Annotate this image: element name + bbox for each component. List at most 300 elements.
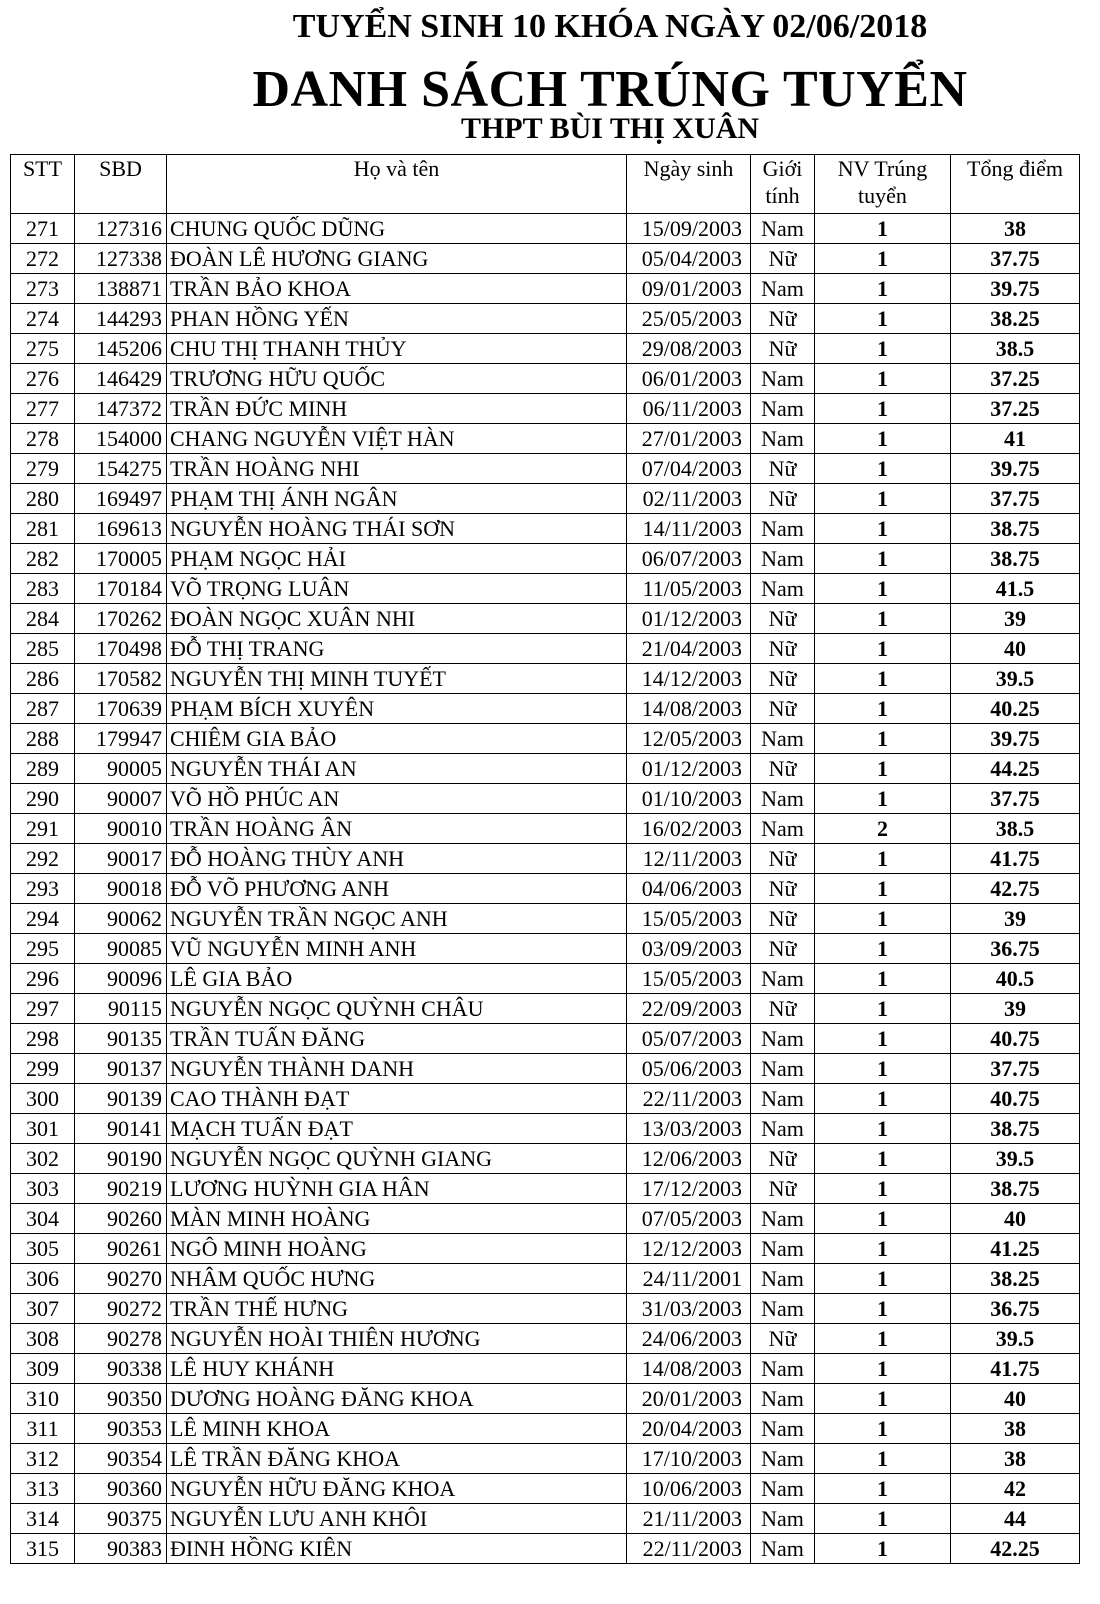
- cell-score: 38.5: [951, 814, 1080, 844]
- cell-gender: Nữ: [751, 874, 815, 904]
- cell-sbd: 90383: [75, 1534, 167, 1564]
- cell-dob: 12/05/2003: [627, 724, 751, 754]
- cell-score: 42.75: [951, 874, 1080, 904]
- cell-sbd: 90139: [75, 1084, 167, 1114]
- cell-choice: 1: [815, 964, 951, 994]
- cell-name: NGÔ MINH HOÀNG: [167, 1234, 627, 1264]
- cell-sbd: 145206: [75, 334, 167, 364]
- cell-name: LÊ TRẦN ĐĂNG KHOA: [167, 1444, 627, 1474]
- cell-dob: 20/04/2003: [627, 1414, 751, 1444]
- cell-score: 38.5: [951, 334, 1080, 364]
- table-row: [11, 1324, 1080, 1354]
- column-header-score: Tổng điểm: [951, 155, 1080, 214]
- cell-gender: Nam: [751, 1474, 815, 1504]
- column-header-gender: Giới tính: [751, 155, 815, 214]
- cell-score: 41: [951, 424, 1080, 454]
- cell-gender: Nam: [751, 1204, 815, 1234]
- cell-score: 40.25: [951, 694, 1080, 724]
- cell-stt: 295: [11, 934, 75, 964]
- cell-name: NGUYỄN TRẦN NGỌC ANH: [167, 904, 627, 934]
- cell-dob: 02/11/2003: [627, 484, 751, 514]
- table-row: [11, 1144, 1080, 1174]
- column-header-name: Họ và tên: [167, 155, 627, 214]
- cell-name: NGUYỄN THÁI AN: [167, 754, 627, 784]
- table-row: [11, 514, 1080, 544]
- cell-score: 42.25: [951, 1534, 1080, 1564]
- table-row: [11, 1054, 1080, 1084]
- cell-sbd: 170639: [75, 694, 167, 724]
- cell-choice: 1: [815, 1384, 951, 1414]
- cell-dob: 12/12/2003: [627, 1234, 751, 1264]
- cell-stt: 275: [11, 334, 75, 364]
- cell-dob: 05/07/2003: [627, 1024, 751, 1054]
- table-row: [11, 1534, 1080, 1564]
- cell-name: DƯƠNG HOÀNG ĐĂNG KHOA: [167, 1384, 627, 1414]
- cell-name: TRẦN THẾ HƯNG: [167, 1294, 627, 1324]
- cell-dob: 17/12/2003: [627, 1174, 751, 1204]
- cell-sbd: 90018: [75, 874, 167, 904]
- table-header-row: [11, 155, 1080, 214]
- cell-name: PHẠM NGỌC HẢI: [167, 544, 627, 574]
- cell-name: NGUYỄN LƯU ANH KHÔI: [167, 1504, 627, 1534]
- cell-score: 40.75: [951, 1024, 1080, 1054]
- cell-gender: Nam: [751, 274, 815, 304]
- column-header-stt: STT: [11, 155, 75, 214]
- table-row: [11, 214, 1080, 244]
- cell-sbd: 170262: [75, 604, 167, 634]
- cell-stt: 291: [11, 814, 75, 844]
- column-header-sbd: SBD: [75, 155, 167, 214]
- cell-name: NGUYỄN HOÀI THIÊN HƯƠNG: [167, 1324, 627, 1354]
- table-row: [11, 664, 1080, 694]
- cell-stt: 277: [11, 394, 75, 424]
- cell-choice: 1: [815, 1324, 951, 1354]
- cell-score: 36.75: [951, 1294, 1080, 1324]
- cell-score: 37.25: [951, 364, 1080, 394]
- cell-dob: 12/11/2003: [627, 844, 751, 874]
- cell-dob: 01/10/2003: [627, 784, 751, 814]
- cell-sbd: 90005: [75, 754, 167, 784]
- cell-name: TRƯƠNG HỮU QUỐC: [167, 364, 627, 394]
- cell-stt: 310: [11, 1384, 75, 1414]
- cell-choice: 1: [815, 1504, 951, 1534]
- cell-dob: 06/11/2003: [627, 394, 751, 424]
- cell-gender: Nam: [751, 724, 815, 754]
- cell-stt: 292: [11, 844, 75, 874]
- cell-score: 39.5: [951, 664, 1080, 694]
- cell-dob: 22/11/2003: [627, 1084, 751, 1114]
- cell-score: 40: [951, 1204, 1080, 1234]
- cell-stt: 312: [11, 1444, 75, 1474]
- cell-choice: 1: [815, 244, 951, 274]
- cell-gender: Nam: [751, 514, 815, 544]
- table-row: [11, 1084, 1080, 1114]
- cell-sbd: 90190: [75, 1144, 167, 1174]
- cell-gender: Nam: [751, 784, 815, 814]
- cell-score: 38.75: [951, 544, 1080, 574]
- cell-score: 39.75: [951, 274, 1080, 304]
- cell-gender: Nữ: [751, 304, 815, 334]
- cell-gender: Nam: [751, 1384, 815, 1414]
- cell-sbd: 90007: [75, 784, 167, 814]
- cell-gender: Nam: [751, 1114, 815, 1144]
- cell-name: ĐỖ HOÀNG THÙY ANH: [167, 844, 627, 874]
- cell-choice: 1: [815, 1204, 951, 1234]
- cell-choice: 1: [815, 1114, 951, 1144]
- cell-sbd: 170498: [75, 634, 167, 664]
- cell-gender: Nữ: [751, 934, 815, 964]
- cell-dob: 15/05/2003: [627, 904, 751, 934]
- cell-sbd: 127338: [75, 244, 167, 274]
- cell-choice: 1: [815, 694, 951, 724]
- cell-choice: 1: [815, 274, 951, 304]
- cell-name: TRẦN HOÀNG ÂN: [167, 814, 627, 844]
- cell-dob: 07/04/2003: [627, 454, 751, 484]
- cell-sbd: 90350: [75, 1384, 167, 1414]
- cell-name: CHU THỊ THANH THỦY: [167, 334, 627, 364]
- cell-choice: 1: [815, 1174, 951, 1204]
- cell-sbd: 138871: [75, 274, 167, 304]
- cell-stt: 308: [11, 1324, 75, 1354]
- cell-name: PHAN HỒNG YẾN: [167, 304, 627, 334]
- cell-dob: 16/02/2003: [627, 814, 751, 844]
- cell-gender: Nam: [751, 1504, 815, 1534]
- table-row: [11, 994, 1080, 1024]
- cell-dob: 03/09/2003: [627, 934, 751, 964]
- cell-name: MẠCH TUẤN ĐẠT: [167, 1114, 627, 1144]
- cell-stt: 307: [11, 1294, 75, 1324]
- cell-name: CHIÊM GIA BẢO: [167, 724, 627, 754]
- table-row: [11, 754, 1080, 784]
- cell-gender: Nam: [751, 1294, 815, 1324]
- cell-name: NGUYỄN THỊ MINH TUYẾT: [167, 664, 627, 694]
- table-row: [11, 694, 1080, 724]
- cell-dob: 01/12/2003: [627, 604, 751, 634]
- cell-stt: 302: [11, 1144, 75, 1174]
- cell-gender: Nữ: [751, 244, 815, 274]
- cell-gender: Nữ: [751, 664, 815, 694]
- cell-score: 40: [951, 634, 1080, 664]
- cell-dob: 21/04/2003: [627, 634, 751, 664]
- table-row: [11, 1504, 1080, 1534]
- table-row: [11, 424, 1080, 454]
- cell-sbd: 90096: [75, 964, 167, 994]
- cell-dob: 14/12/2003: [627, 664, 751, 694]
- cell-sbd: 90017: [75, 844, 167, 874]
- cell-dob: 27/01/2003: [627, 424, 751, 454]
- cell-name: VÕ TRỌNG LUÂN: [167, 574, 627, 604]
- cell-stt: 294: [11, 904, 75, 934]
- cell-dob: 14/08/2003: [627, 1354, 751, 1384]
- cell-score: 40: [951, 1384, 1080, 1414]
- cell-gender: Nữ: [751, 994, 815, 1024]
- cell-choice: 1: [815, 904, 951, 934]
- cell-sbd: 90137: [75, 1054, 167, 1084]
- page-title-exam: TUYỂN SINH 10 KHÓA NGÀY 02/06/2018: [292, 8, 928, 45]
- cell-name: VŨ NGUYỄN MINH ANH: [167, 934, 627, 964]
- cell-choice: 1: [815, 724, 951, 754]
- table-row: [11, 1414, 1080, 1444]
- cell-sbd: 170005: [75, 544, 167, 574]
- table-row: [11, 634, 1080, 664]
- cell-score: 38: [951, 1444, 1080, 1474]
- cell-stt: 305: [11, 1234, 75, 1264]
- cell-score: 41.25: [951, 1234, 1080, 1264]
- cell-stt: 289: [11, 754, 75, 784]
- table-row: [11, 1474, 1080, 1504]
- cell-score: 41.5: [951, 574, 1080, 604]
- cell-choice: 1: [815, 454, 951, 484]
- cell-choice: 1: [815, 604, 951, 634]
- column-header-choice: NV Trúng tuyển: [815, 155, 951, 214]
- cell-stt: 296: [11, 964, 75, 994]
- cell-stt: 290: [11, 784, 75, 814]
- cell-choice: 1: [815, 874, 951, 904]
- cell-score: 38: [951, 1414, 1080, 1444]
- cell-dob: 24/11/2001: [627, 1264, 751, 1294]
- cell-score: 38.25: [951, 1264, 1080, 1294]
- table-row: [11, 1234, 1080, 1264]
- table-row: [11, 1444, 1080, 1474]
- cell-dob: 06/01/2003: [627, 364, 751, 394]
- table-row: [11, 1264, 1080, 1294]
- cell-choice: 1: [815, 1414, 951, 1444]
- cell-choice: 1: [815, 934, 951, 964]
- cell-name: ĐOÀN NGỌC XUÂN NHI: [167, 604, 627, 634]
- cell-dob: 10/06/2003: [627, 1474, 751, 1504]
- cell-gender: Nam: [751, 814, 815, 844]
- cell-dob: 05/06/2003: [627, 1054, 751, 1084]
- table-row: [11, 1174, 1080, 1204]
- cell-name: CHANG NGUYỄN VIỆT HÀN: [167, 424, 627, 454]
- cell-name: PHẠM THỊ ÁNH NGÂN: [167, 484, 627, 514]
- cell-sbd: 90010: [75, 814, 167, 844]
- cell-sbd: 154275: [75, 454, 167, 484]
- cell-stt: 309: [11, 1354, 75, 1384]
- cell-dob: 14/11/2003: [627, 514, 751, 544]
- table-row: [11, 904, 1080, 934]
- cell-gender: Nam: [751, 364, 815, 394]
- cell-dob: 12/06/2003: [627, 1144, 751, 1174]
- table-row: [11, 814, 1080, 844]
- cell-dob: 21/11/2003: [627, 1504, 751, 1534]
- cell-dob: 17/10/2003: [627, 1444, 751, 1474]
- cell-sbd: 90360: [75, 1474, 167, 1504]
- cell-stt: 287: [11, 694, 75, 724]
- cell-gender: Nữ: [751, 334, 815, 364]
- cell-gender: Nữ: [751, 1324, 815, 1354]
- cell-name: ĐINH HỒNG KIÊN: [167, 1534, 627, 1564]
- cell-score: 41.75: [951, 1354, 1080, 1384]
- table-row: [11, 484, 1080, 514]
- cell-score: 39: [951, 904, 1080, 934]
- cell-choice: 1: [815, 1294, 951, 1324]
- cell-name: MÀN MINH HOÀNG: [167, 1204, 627, 1234]
- cell-name: TRẦN TUẤN ĐĂNG: [167, 1024, 627, 1054]
- cell-sbd: 146429: [75, 364, 167, 394]
- cell-gender: Nam: [751, 574, 815, 604]
- cell-name: ĐỖ VÕ PHƯƠNG ANH: [167, 874, 627, 904]
- cell-score: 39.5: [951, 1144, 1080, 1174]
- cell-choice: 1: [815, 214, 951, 244]
- cell-sbd: 90261: [75, 1234, 167, 1264]
- cell-sbd: 169613: [75, 514, 167, 544]
- cell-stt: 288: [11, 724, 75, 754]
- cell-choice: 1: [815, 844, 951, 874]
- cell-dob: 01/12/2003: [627, 754, 751, 784]
- cell-gender: Nữ: [751, 1144, 815, 1174]
- cell-gender: Nam: [751, 424, 815, 454]
- cell-stt: 301: [11, 1114, 75, 1144]
- cell-dob: 13/03/2003: [627, 1114, 751, 1144]
- cell-dob: 11/05/2003: [627, 574, 751, 604]
- cell-dob: 20/01/2003: [627, 1384, 751, 1414]
- cell-gender: Nam: [751, 1354, 815, 1384]
- cell-dob: 25/05/2003: [627, 304, 751, 334]
- cell-score: 44: [951, 1504, 1080, 1534]
- cell-sbd: 90353: [75, 1414, 167, 1444]
- cell-name: PHẠM BÍCH XUYÊN: [167, 694, 627, 724]
- table-row: [11, 394, 1080, 424]
- cell-stt: 304: [11, 1204, 75, 1234]
- cell-stt: 285: [11, 634, 75, 664]
- cell-sbd: 90115: [75, 994, 167, 1024]
- table-row: [11, 844, 1080, 874]
- cell-choice: 1: [815, 1474, 951, 1504]
- cell-gender: Nam: [751, 1024, 815, 1054]
- cell-score: 37.75: [951, 1054, 1080, 1084]
- cell-choice: 1: [815, 1024, 951, 1054]
- cell-gender: Nữ: [751, 844, 815, 874]
- cell-name: LƯƠNG HUỲNH GIA HÂN: [167, 1174, 627, 1204]
- cell-score: 41.75: [951, 844, 1080, 874]
- cell-name: VÕ HỒ PHÚC AN: [167, 784, 627, 814]
- cell-stt: 297: [11, 994, 75, 1024]
- cell-sbd: 90338: [75, 1354, 167, 1384]
- cell-sbd: 90085: [75, 934, 167, 964]
- cell-choice: 1: [815, 1144, 951, 1174]
- cell-name: NGUYỄN HỮU ĐĂNG KHOA: [167, 1474, 627, 1504]
- cell-sbd: 90272: [75, 1294, 167, 1324]
- cell-name: NGUYỄN NGỌC QUỲNH GIANG: [167, 1144, 627, 1174]
- cell-score: 36.75: [951, 934, 1080, 964]
- table-body: [11, 214, 1080, 1564]
- cell-gender: Nam: [751, 394, 815, 424]
- table-row: [11, 934, 1080, 964]
- table-row: [11, 334, 1080, 364]
- cell-name: LÊ GIA BẢO: [167, 964, 627, 994]
- cell-stt: 306: [11, 1264, 75, 1294]
- table-row: [11, 724, 1080, 754]
- cell-choice: 1: [815, 754, 951, 784]
- cell-stt: 281: [11, 514, 75, 544]
- cell-dob: 29/08/2003: [627, 334, 751, 364]
- cell-sbd: 179947: [75, 724, 167, 754]
- cell-choice: 1: [815, 574, 951, 604]
- cell-gender: Nam: [751, 1084, 815, 1114]
- cell-gender: Nữ: [751, 1174, 815, 1204]
- cell-gender: Nam: [751, 964, 815, 994]
- table-row: [11, 964, 1080, 994]
- cell-stt: 315: [11, 1534, 75, 1564]
- cell-dob: 22/09/2003: [627, 994, 751, 1024]
- cell-name: LÊ MINH KHOA: [167, 1414, 627, 1444]
- cell-score: 39: [951, 604, 1080, 634]
- cell-choice: 1: [815, 664, 951, 694]
- cell-stt: 283: [11, 574, 75, 604]
- cell-stt: 271: [11, 214, 75, 244]
- cell-gender: Nam: [751, 1054, 815, 1084]
- cell-choice: 1: [815, 1534, 951, 1564]
- cell-dob: 22/11/2003: [627, 1534, 751, 1564]
- cell-choice: 1: [815, 784, 951, 814]
- cell-choice: 1: [815, 1444, 951, 1474]
- cell-choice: 1: [815, 1234, 951, 1264]
- cell-gender: Nữ: [751, 904, 815, 934]
- cell-choice: 1: [815, 424, 951, 454]
- cell-sbd: 144293: [75, 304, 167, 334]
- cell-sbd: 90141: [75, 1114, 167, 1144]
- cell-stt: 311: [11, 1414, 75, 1444]
- cell-dob: 07/05/2003: [627, 1204, 751, 1234]
- cell-name: ĐOÀN LÊ HƯƠNG GIANG: [167, 244, 627, 274]
- cell-stt: 303: [11, 1174, 75, 1204]
- cell-choice: 1: [815, 304, 951, 334]
- cell-gender: Nữ: [751, 754, 815, 784]
- cell-gender: Nữ: [751, 694, 815, 724]
- cell-score: 37.75: [951, 244, 1080, 274]
- cell-score: 38.25: [951, 304, 1080, 334]
- cell-score: 38.75: [951, 514, 1080, 544]
- school-name: THPT BÙI THỊ XUÂN: [460, 112, 760, 145]
- cell-score: 37.75: [951, 484, 1080, 514]
- cell-name: TRẦN HOÀNG NHI: [167, 454, 627, 484]
- cell-sbd: 90270: [75, 1264, 167, 1294]
- cell-dob: 24/06/2003: [627, 1324, 751, 1354]
- cell-gender: Nam: [751, 214, 815, 244]
- cell-score: 37.75: [951, 784, 1080, 814]
- cell-sbd: 90375: [75, 1504, 167, 1534]
- cell-sbd: 90135: [75, 1024, 167, 1054]
- cell-sbd: 90354: [75, 1444, 167, 1474]
- cell-dob: 05/04/2003: [627, 244, 751, 274]
- cell-gender: Nam: [751, 1234, 815, 1264]
- cell-choice: 1: [815, 334, 951, 364]
- cell-dob: 04/06/2003: [627, 874, 751, 904]
- cell-name: TRẦN ĐỨC MINH: [167, 394, 627, 424]
- cell-name: CAO THÀNH ĐẠT: [167, 1084, 627, 1114]
- table-row: [11, 604, 1080, 634]
- cell-stt: 286: [11, 664, 75, 694]
- table-row: [11, 544, 1080, 574]
- cell-score: 39: [951, 994, 1080, 1024]
- cell-name: NGUYỄN NGỌC QUỲNH CHÂU: [167, 994, 627, 1024]
- cell-choice: 1: [815, 634, 951, 664]
- cell-stt: 284: [11, 604, 75, 634]
- cell-choice: 1: [815, 1354, 951, 1384]
- cell-sbd: 154000: [75, 424, 167, 454]
- cell-gender: Nam: [751, 1414, 815, 1444]
- cell-stt: 279: [11, 454, 75, 484]
- cell-choice: 1: [815, 544, 951, 574]
- cell-choice: 1: [815, 1054, 951, 1084]
- cell-choice: 1: [815, 514, 951, 544]
- table-row: [11, 1354, 1080, 1384]
- table-row: [11, 1384, 1080, 1414]
- cell-stt: 274: [11, 304, 75, 334]
- table-row: [11, 454, 1080, 484]
- cell-gender: Nam: [751, 544, 815, 574]
